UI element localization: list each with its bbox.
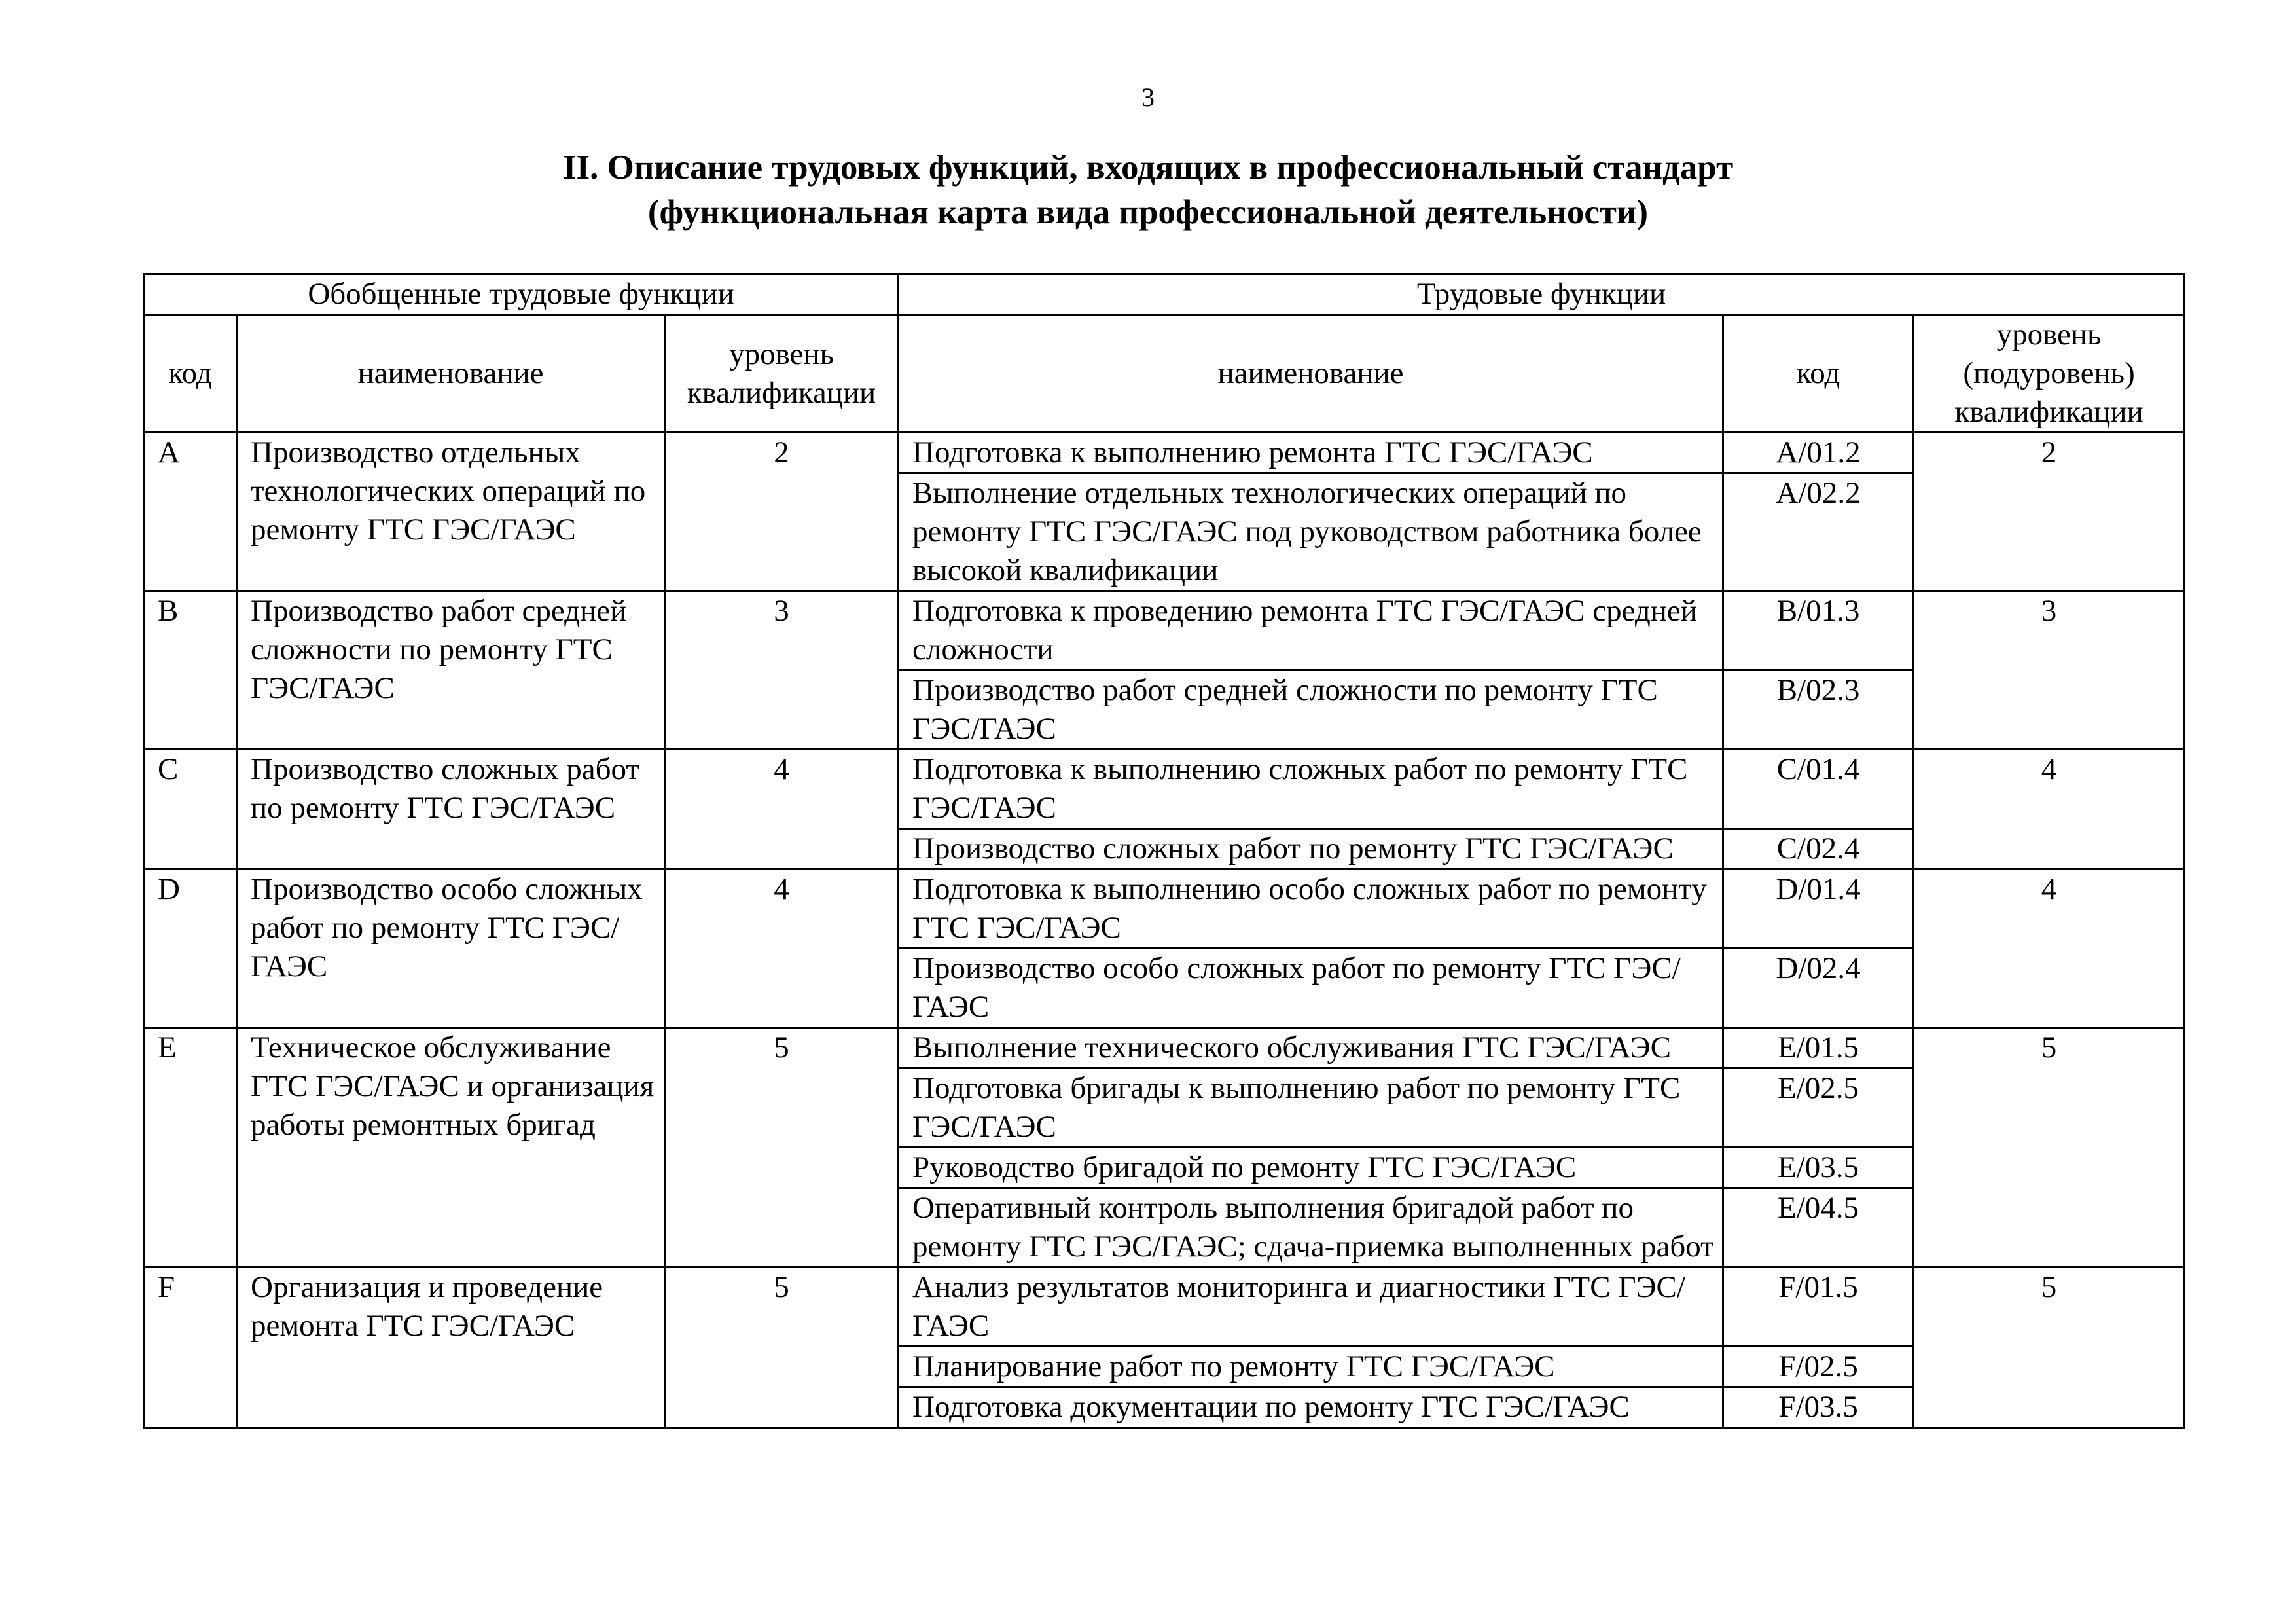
labor-function-name: Производство работ средней сложности по ремонту ГТС ГЭС/ГАЭС [899,670,1723,750]
labor-function-code: F/03.5 [1723,1387,1914,1428]
column-header-function-level: уровень (подуровень) квалификации [1914,315,2185,433]
generalized-function-name: Производство сложных работ по ремонту ГТС ГЭС/ГАЭС [237,750,665,869]
labor-function-code: E/03.5 [1723,1148,1914,1188]
generalized-function-code: C [144,750,237,869]
generalized-function-name: Организация и проведение ремонта ГТС ГЭС/ГАЭС [237,1267,665,1428]
labor-function-name: Выполнение отдельных технологических операций по ремонту ГТС ГЭС/ГАЭС под руководством работника более высокой квалификации [899,473,1723,591]
column-header-function-code: код [1723,315,1914,433]
labor-function-code: E/04.5 [1723,1188,1914,1267]
table-row [144,591,2185,670]
labor-function-code: C/01.4 [1723,750,1914,829]
labor-function-name: Планирование работ по ремонту ГТС ГЭС/ГАЭС [899,1347,1723,1387]
generalized-function-level: 2 [665,433,899,591]
table-group-header-row [144,274,2185,315]
generalized-functions-header: Обобщенные трудовые функции [144,274,899,315]
generalized-function-code: E [144,1028,237,1267]
generalized-function-name: Производство особо сложных работ по ремонту ГТС ГЭС/ГАЭС [237,869,665,1028]
functional-map-table [143,273,2185,1429]
labor-function-code: F/02.5 [1723,1347,1914,1387]
generalized-function-name: Производство отдельных технологических операций по ремонту ГТС ГЭС/ГАЭС [237,433,665,591]
labor-function-level: 5 [1914,1267,2185,1428]
page-number: 3 [1141,82,1155,112]
table-row [144,1267,2185,1347]
generalized-function-level: 4 [665,869,899,1028]
table-body [144,433,2185,1428]
generalized-function-level: 3 [665,591,899,750]
labor-function-code: E/02.5 [1723,1068,1914,1148]
generalized-function-level: 4 [665,750,899,869]
labor-function-level: 4 [1914,869,2185,1028]
labor-function-name: Подготовка к выполнению особо сложных работ по ремонту ГТС ГЭС/ГАЭС [899,869,1723,949]
labor-function-name: Подготовка к выполнению ремонта ГТС ГЭС/ГАЭС [899,433,1723,473]
column-header-generalized-level: уровень квалификации [665,315,899,433]
labor-functions-header: Трудовые функции [899,274,2185,315]
labor-function-level: 4 [1914,750,2185,869]
labor-function-code: B/02.3 [1723,670,1914,750]
labor-function-name: Подготовка документации по ремонту ГТС ГЭС/ГАЭС [899,1387,1723,1428]
labor-function-level: 5 [1914,1028,2185,1267]
generalized-function-code: A [144,433,237,591]
labor-function-code: A/02.2 [1723,473,1914,591]
labor-function-code: F/01.5 [1723,1267,1914,1347]
labor-function-code: D/01.4 [1723,869,1914,949]
table-row [144,433,2185,473]
labor-function-name: Анализ результатов мониторинга и диагностики ГТС ГЭС/ГАЭС [899,1267,1723,1347]
labor-function-code: D/02.4 [1723,949,1914,1028]
generalized-function-name: Техническое обслуживание ГТС ГЭС/ГАЭС и организация работы ремонтных бригад [237,1028,665,1267]
labor-function-name: Производство особо сложных работ по ремонту ГТС ГЭС/ГАЭС [899,949,1723,1028]
labor-function-code: E/01.5 [1723,1028,1914,1068]
table-row [144,1028,2185,1068]
page-title [0,145,2296,234]
generalized-function-code: D [144,869,237,1028]
table-row [144,869,2185,949]
labor-function-code: A/01.2 [1723,433,1914,473]
labor-function-name: Оперативный контроль выполнения бригадой работ по ремонту ГТС ГЭС/ГАЭС; сдача-приемка выполненных работ [899,1188,1723,1267]
labor-function-level: 2 [1914,433,2185,591]
column-header-generalized-code: код [144,315,237,433]
labor-function-name: Подготовка к выполнению сложных работ по ремонту ГТС ГЭС/ГАЭС [899,750,1723,829]
generalized-function-code: F [144,1267,237,1428]
generalized-function-code: B [144,591,237,750]
title-line-1: II. Описание трудовых функций, входящих в профессиональный стандарт [562,149,1734,187]
table-row [144,750,2185,829]
column-header-function-name: наименование [899,315,1723,433]
generalized-function-name: Производство работ средней сложности по ремонту ГТС ГЭС/ГАЭС [237,591,665,750]
labor-function-name: Подготовка к проведению ремонта ГТС ГЭС/ГАЭС средней сложности [899,591,1723,670]
generalized-function-level: 5 [665,1028,899,1267]
labor-function-code: B/01.3 [1723,591,1914,670]
labor-function-level: 3 [1914,591,2185,750]
labor-function-name: Выполнение технического обслуживания ГТС ГЭС/ГАЭС [899,1028,1723,1068]
column-header-generalized-name: наименование [237,315,665,433]
title-line-2: (функциональная карта вида профессиональной деятельности) [647,193,1649,231]
labor-function-name: Производство сложных работ по ремонту ГТС ГЭС/ГАЭС [899,829,1723,869]
generalized-function-level: 5 [665,1267,899,1428]
table-column-header-row [144,315,2185,433]
labor-function-code: C/02.4 [1723,829,1914,869]
labor-function-name: Подготовка бригады к выполнению работ по ремонту ГТС ГЭС/ГАЭС [899,1068,1723,1148]
labor-function-name: Руководство бригадой по ремонту ГТС ГЭС/ГАЭС [899,1148,1723,1188]
